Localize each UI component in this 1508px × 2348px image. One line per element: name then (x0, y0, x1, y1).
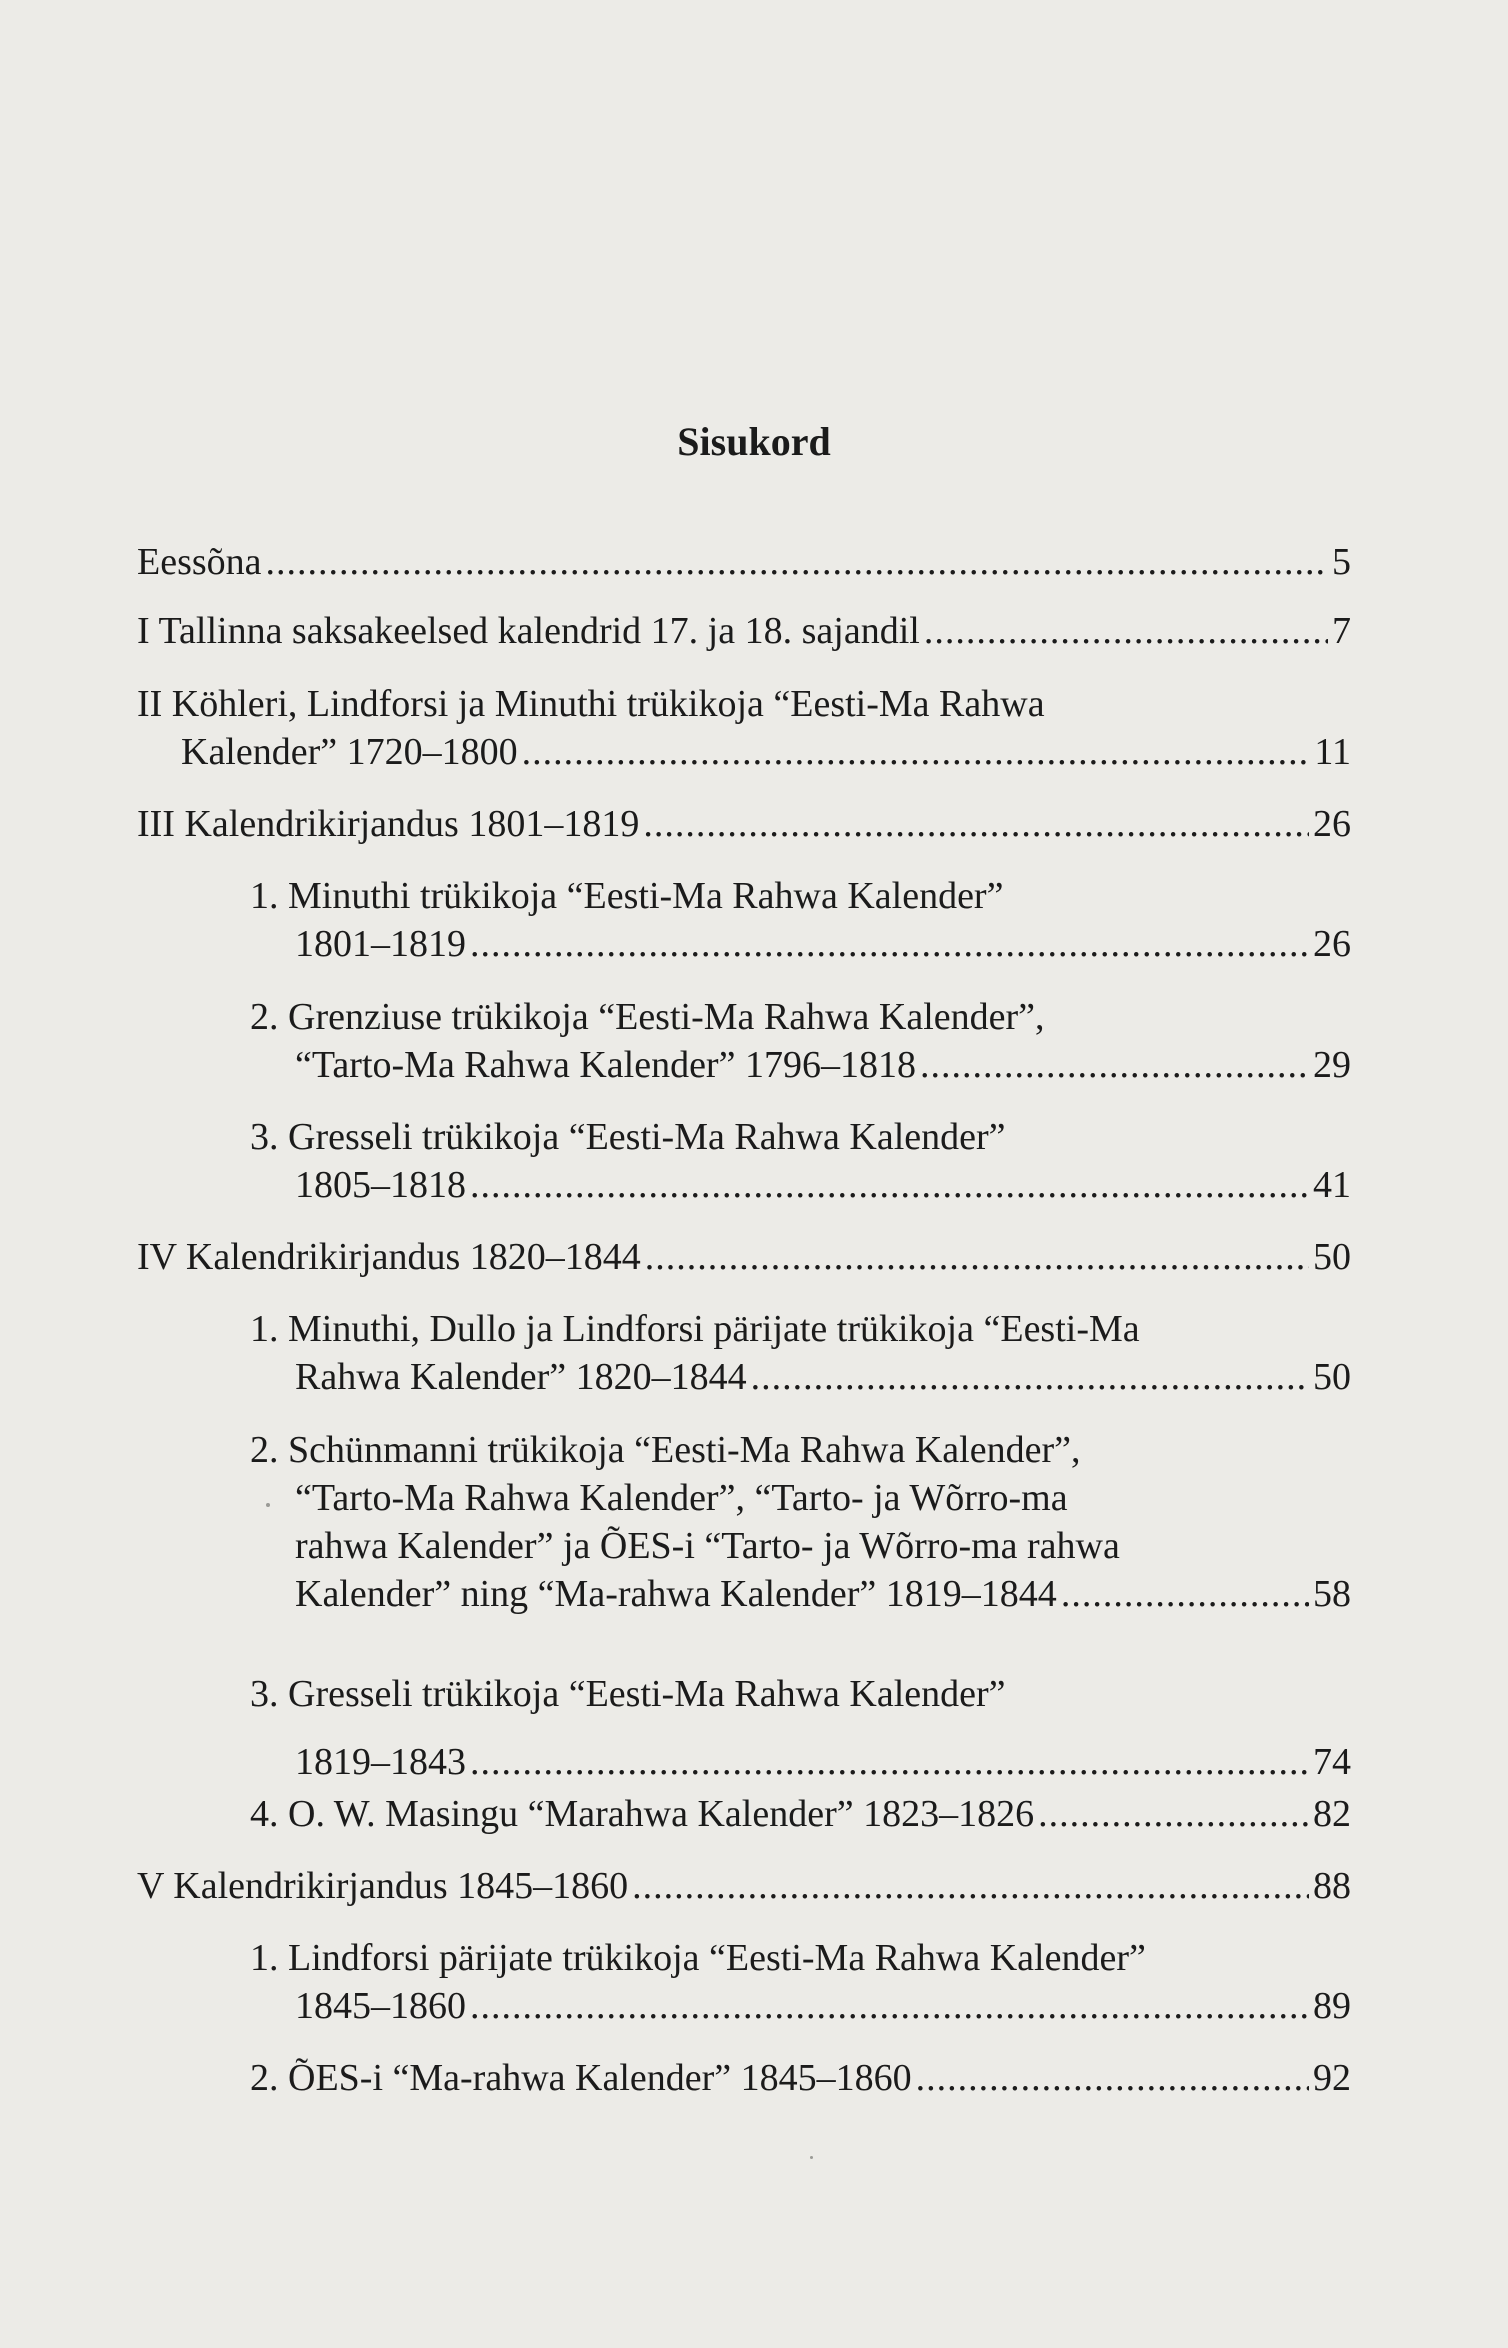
toc-entry (250, 872, 1351, 968)
dot-leader (1061, 1570, 1309, 1618)
dot-leader (632, 1862, 1309, 1910)
dot-leader (266, 538, 1328, 586)
page-number: 50 (1313, 1236, 1351, 1278)
dot-leader (470, 1738, 1309, 1786)
page-number: 92 (1313, 2057, 1351, 2099)
dot-leader (470, 920, 1309, 968)
toc-entry-title: V Kalendrikirjandus 1845–1860 (137, 1865, 629, 1907)
toc-entry-title: II Köhleri, Lindforsi ja Minuthi trükikoja “Eesti-Ma Rahwa (137, 683, 1045, 725)
toc-entry (137, 800, 1351, 848)
dot-leader (645, 1233, 1309, 1281)
page-number: 74 (1313, 1741, 1351, 1783)
dot-leader (916, 2054, 1309, 2102)
toc-entry (250, 1426, 1351, 1618)
toc-entry (137, 680, 1351, 776)
toc-entry (250, 2054, 1351, 2102)
toc-entry-title: I Tallinna saksakeelsed kalendrid 17. ja 18. sajandil (137, 610, 920, 652)
dot-leader (643, 800, 1309, 848)
toc-entry (250, 1790, 1351, 1838)
paper-speck (810, 2156, 813, 2159)
dot-leader (751, 1353, 1309, 1401)
page-number: 11 (1314, 731, 1351, 773)
toc-entry-title: “Tarto-Ma Rahwa Kalender”, “Tarto- ja Wõrro-ma (295, 1477, 1068, 1519)
toc-entry-title: 1801–1819 (295, 923, 466, 965)
paper-speck (266, 1503, 270, 1507)
page-number: 88 (1313, 1865, 1351, 1907)
dot-leader (470, 1161, 1309, 1209)
toc-entry-title: 1. Minuthi trükikoja “Eesti-Ma Rahwa Kalender” (250, 875, 1004, 917)
toc-entry (137, 538, 1351, 586)
toc-entry-title: Eessõna (137, 541, 262, 583)
page-number: 41 (1313, 1164, 1351, 1206)
page-number: 29 (1313, 1044, 1351, 1086)
page-number: 82 (1313, 1793, 1351, 1835)
toc-entry-title: 1. Lindforsi pärijate trükikoja “Eesti-Ma Rahwa Kalender” (250, 1937, 1146, 1979)
toc-entry (137, 1233, 1351, 1281)
page-title: Sisukord (677, 419, 831, 464)
toc-entry-title: 2. Schünmanni trükikoja “Eesti-Ma Rahwa Kalender”, (250, 1429, 1081, 1471)
toc-entry-title: 3. Gresseli trükikoja “Eesti-Ma Rahwa Kalender” (250, 1116, 1006, 1158)
toc-entry-title: “Tarto-Ma Rahwa Kalender” 1796–1818 (295, 1044, 916, 1086)
toc-entry (137, 607, 1351, 655)
toc-entry-title: 1805–1818 (295, 1164, 466, 1206)
toc-entry (250, 1670, 1351, 1786)
toc-entry-title: Rahwa Kalender” 1820–1844 (295, 1356, 747, 1398)
page-number: 7 (1332, 610, 1351, 652)
page-number: 89 (1313, 1985, 1351, 2027)
toc-entry-title: 1819–1843 (295, 1741, 466, 1783)
toc-entry-title: IV Kalendrikirjandus 1820–1844 (137, 1236, 641, 1278)
toc-entry-title: rahwa Kalender” ja ÕES-i “Tarto- ja Wõrro-ma rahwa (295, 1525, 1120, 1567)
toc-entry (250, 1934, 1351, 2030)
toc-entry-title: Kalender” ning “Ma-rahwa Kalender” 1819–1844 (295, 1573, 1057, 1615)
page-number: 50 (1313, 1356, 1351, 1398)
dot-leader (470, 1982, 1309, 2030)
page-number: 26 (1313, 803, 1351, 845)
toc-entry-title: 4. O. W. Masingu “Marahwa Kalender” 1823–1826 (250, 1793, 1035, 1835)
toc-entry (250, 1113, 1351, 1209)
toc-entry-title: Kalender” 1720–1800 (181, 731, 518, 773)
toc-entry-title: 1845–1860 (295, 1985, 466, 2027)
dot-leader (522, 728, 1311, 776)
toc-entry-title: 2. Grenziuse trükikoja “Eesti-Ma Rahwa Kalender”, (250, 996, 1045, 1038)
toc-entry (250, 993, 1351, 1089)
page-number: 58 (1313, 1573, 1351, 1615)
toc-entry-title: 2. ÕES-i “Ma-rahwa Kalender” 1845–1860 (250, 2057, 912, 2099)
toc-entry-title: 1. Minuthi, Dullo ja Lindforsi pärijate trükikoja “Eesti-Ma (250, 1308, 1140, 1350)
dot-leader (920, 1041, 1309, 1089)
page-number: 26 (1313, 923, 1351, 965)
page-number: 5 (1332, 541, 1351, 583)
dot-leader (924, 607, 1328, 655)
toc-entry-title: 3. Gresseli trükikoja “Eesti-Ma Rahwa Kalender” (250, 1673, 1006, 1715)
dot-leader (1038, 1790, 1309, 1838)
toc-entry (137, 1862, 1351, 1910)
toc-entry-title: III Kalendrikirjandus 1801–1819 (137, 803, 640, 845)
toc-entry (250, 1305, 1351, 1401)
